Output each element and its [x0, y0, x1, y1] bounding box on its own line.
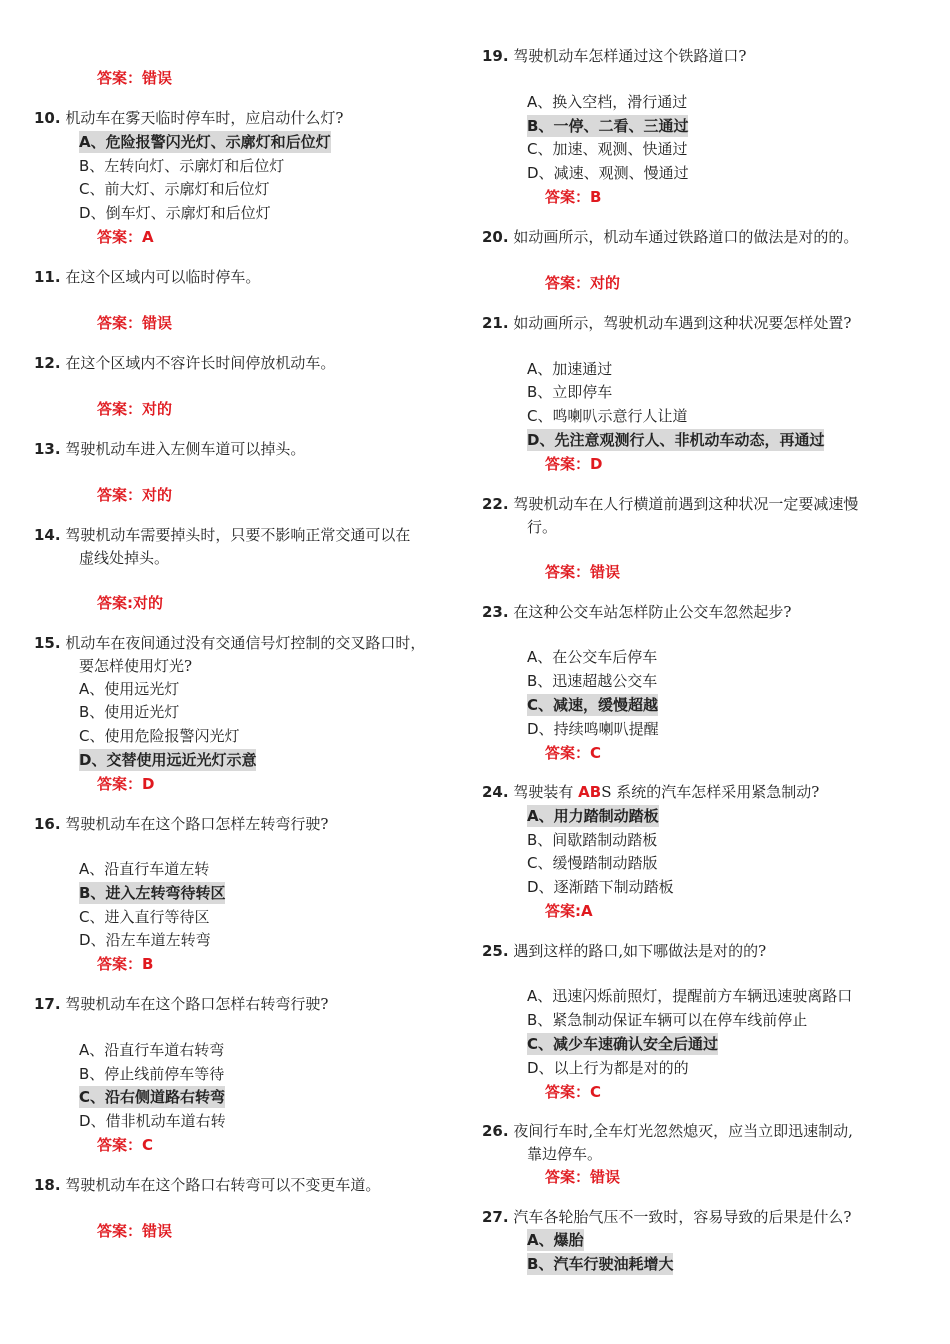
question-text: 驾驶机动车在这个路口怎样右转弯行驶?	[65, 995, 329, 1013]
option-d: D、持续鸣喇叭提醒	[527, 720, 659, 738]
option-d: D、沿左车道左转弯	[79, 931, 211, 949]
question-22	[482, 493, 858, 515]
option-a: A、使用远光灯	[79, 680, 180, 698]
question-text: 驾驶机动车在这个路口怎样左转弯行驶?	[65, 815, 329, 833]
question-number: 26.	[482, 1122, 509, 1140]
question-number: 23.	[482, 603, 509, 621]
question-25	[482, 940, 766, 962]
option-b: B、使用近光灯	[79, 703, 180, 721]
option-c: C、缓慢踏制动踏版	[527, 854, 658, 872]
question-24	[482, 781, 819, 803]
question-number: 13.	[34, 440, 61, 458]
answer: 答案:A	[545, 902, 593, 920]
question-10	[34, 107, 343, 129]
option-b: B、停止线前停车等待	[79, 1065, 225, 1083]
answer: 答案：错误	[545, 563, 621, 581]
option-b: B、进入左转弯待转区	[79, 884, 226, 902]
question-number: 17.	[34, 995, 61, 1013]
answer: 答案：对的	[97, 400, 173, 418]
question-number: 20.	[482, 228, 509, 246]
option-a: A、危险报警闪光灯、示廓灯和后位灯	[79, 133, 331, 151]
answer: 答案：B	[97, 955, 154, 973]
answer: 答案：B	[545, 188, 602, 206]
question-14	[34, 524, 410, 546]
option-a: A、在公交车后停车	[527, 648, 658, 666]
question-13	[34, 438, 305, 460]
question-text: 如动画所示，机动车通过铁路道口的做法是对的的。	[513, 228, 859, 246]
answer: 答案:对的	[97, 594, 163, 612]
option-b: B、紧急制动保证车辆可以在停车线前停止	[527, 1011, 808, 1029]
option-c: C、鸣喇叭示意行人让道	[527, 407, 688, 425]
option-c: C、前大灯、示廓灯和后位灯	[79, 180, 270, 198]
question-text: 驾驶机动车怎样通过这个铁路道口?	[513, 47, 747, 65]
question-text: 在这个区域内可以临时停车。	[65, 268, 261, 286]
question-12	[34, 352, 335, 374]
option-c: C、进入直行等待区	[79, 908, 210, 926]
question-number: 11.	[34, 268, 61, 286]
option-a: A、迅速闪烁前照灯，提醒前方车辆迅速驶离路口	[527, 987, 853, 1005]
question-number: 19.	[482, 47, 509, 65]
option-b: B、立即停车	[527, 383, 613, 401]
question-text: 驾驶机动车需要掉头时，只要不影响正常交通可以在	[65, 526, 411, 544]
question-19	[482, 45, 746, 67]
answer: 答案：A	[97, 228, 154, 246]
question-text-continued: 要怎样使用灯光?	[79, 657, 193, 675]
option-a: A、沿直行车道右转弯	[79, 1041, 225, 1059]
answer: 答案：D	[545, 455, 603, 473]
question-text: 遇到这样的路口,如下哪做法是对的的?	[513, 942, 767, 960]
question-18	[34, 1174, 380, 1196]
option-d: D、以上行为都是对的的	[527, 1059, 689, 1077]
option-a: A、换入空档，滑行通过	[527, 93, 688, 111]
answer: 答案：D	[97, 775, 155, 793]
question-text: 机动车在雾天临时停车时，应启动什么灯?	[65, 109, 344, 127]
option-d: D、交替使用远近光灯示意	[79, 751, 257, 769]
question-text-continued: 靠边停车。	[527, 1145, 603, 1163]
question-text: 如动画所示，驾驶机动车遇到这种状况要怎样处置?	[513, 314, 852, 332]
question-text: 驾驶机动车在这个路口右转弯可以不变更车道。	[65, 1176, 381, 1194]
question-number: 14.	[34, 526, 61, 544]
answer: 答案：错误	[97, 314, 173, 332]
question-text: 机动车在夜间通过没有交通信号灯控制的交叉路口时，	[65, 634, 426, 652]
question-27	[482, 1206, 851, 1228]
option-b: B、一停、二看、三通过	[527, 117, 689, 135]
question-text: 汽车各轮胎气压不一致时，容易导致的后果是什么?	[513, 1208, 852, 1226]
question-text-continued: 虚线处掉头。	[79, 549, 170, 567]
option-c: C、减少车速确认安全后通过	[527, 1035, 719, 1053]
option-c: C、沿右侧道路右转弯	[79, 1088, 226, 1106]
option-b: B、汽车行驶油耗增大	[527, 1255, 674, 1273]
option-b: B、左转向灯、示廓灯和后位灯	[79, 157, 285, 175]
option-a: A、沿直行车道左转	[79, 860, 210, 878]
question-17	[34, 993, 328, 1015]
option-d: D、逐渐踏下制动踏板	[527, 878, 674, 896]
option-b: B、间歇踏制动踏板	[527, 831, 658, 849]
question-23	[482, 601, 791, 623]
answer: 答案：C	[545, 744, 602, 762]
question-number: 24.	[482, 783, 509, 801]
question-number: 16.	[34, 815, 61, 833]
answer: 答案：对的	[97, 486, 173, 504]
option-a: A、爆胎	[527, 1231, 584, 1249]
question-number: 27.	[482, 1208, 509, 1226]
question-text: 驾驶机动车在人行横道前遇到这种状况一定要减速慢	[513, 495, 859, 513]
question-text: 在这种公交车站怎样防止公交车忽然起步?	[513, 603, 792, 621]
question-20	[482, 226, 858, 248]
question-number: 10.	[34, 109, 61, 127]
question-text: 夜间行车时,全车灯光忽然熄灭，应当立即迅速制动,	[513, 1122, 853, 1140]
option-b: B、迅速超越公交车	[527, 672, 658, 690]
question-text: 驾驶机动车进入左侧车道可以掉头。	[65, 440, 306, 458]
answer: 答案：错误	[545, 1168, 621, 1186]
option-c: C、加速、观测、快通过	[527, 140, 688, 158]
option-c: C、减速，缓慢超越	[527, 696, 659, 714]
option-d: D、倒车灯、示廓灯和后位灯	[79, 204, 271, 222]
option-a: A、加速通过	[527, 360, 613, 378]
question-11	[34, 266, 260, 288]
question-number: 25.	[482, 942, 509, 960]
question-number: 15.	[34, 634, 61, 652]
question-21	[482, 312, 851, 334]
answer: 答案：错误	[97, 1222, 173, 1240]
question-text-continued: 行。	[527, 518, 558, 536]
question-26	[482, 1120, 853, 1142]
question-text: 驾驶装有 ABS 系统的汽车怎样采用紧急制动?	[513, 783, 820, 801]
answer: 答案：C	[545, 1083, 602, 1101]
question-text: 在这个区域内不容许长时间停放机动车。	[65, 354, 336, 372]
answer: 答案：C	[97, 1136, 154, 1154]
answer: 答案：错误	[97, 69, 173, 87]
question-number: 21.	[482, 314, 509, 332]
question-number: 12.	[34, 354, 61, 372]
question-number: 22.	[482, 495, 509, 513]
option-c: C、使用危险报警闪光灯	[79, 727, 240, 745]
option-a: A、用力踏制动踏板	[527, 807, 659, 825]
option-d: D、先注意观测行人、非机动车动态，再通过	[527, 431, 825, 449]
answer: 答案：对的	[545, 274, 621, 292]
question-number: 18.	[34, 1176, 61, 1194]
option-d: D、减速、观测、慢通过	[527, 164, 689, 182]
question-16	[34, 813, 328, 835]
question-15	[34, 632, 425, 654]
option-d: D、借非机动车道右转	[79, 1112, 226, 1130]
